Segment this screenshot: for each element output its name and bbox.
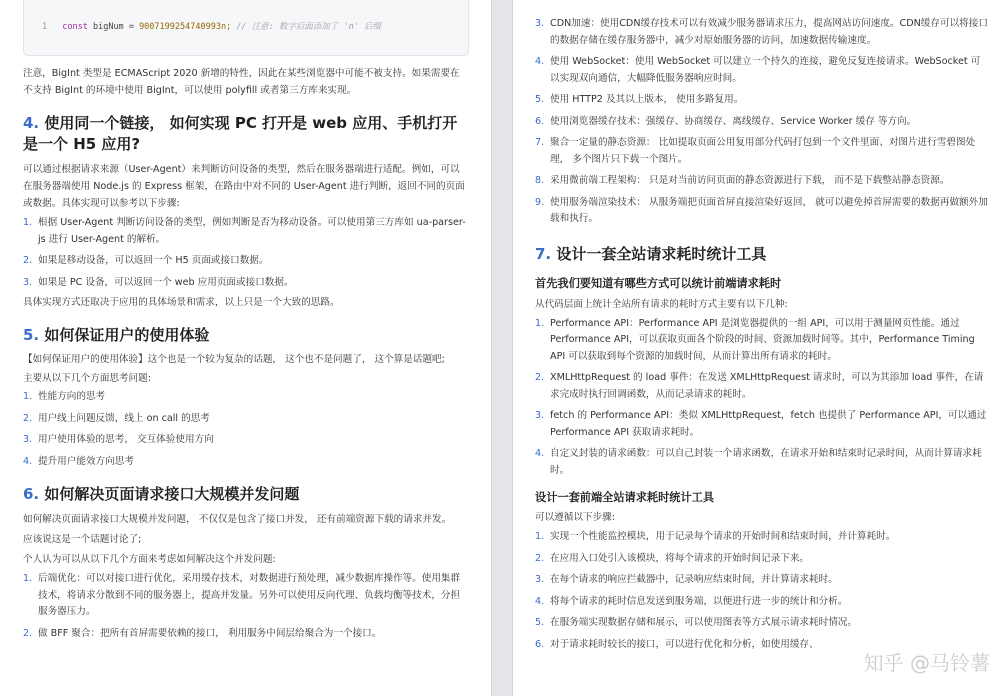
right-page: [513, 0, 1004, 696]
section-7-title: 设计一套全站请求耗时统计工具: [556, 244, 767, 263]
list-item: 3. 用户使用体验的思考， 交互体验使用方向: [23, 434, 214, 445]
code-block: [23, 0, 469, 56]
section-4-outro: 具体实现方式还取决于应用的具体场景和需求，以上只是一个大致的思路。: [23, 297, 340, 308]
list-item: 2. 在应用入口处引入该模块，将每个请求的开始时间记录下来。: [535, 552, 810, 564]
section-4-title: 使用同一个链接， 如何实现 PC 打开是 web 应用、手机打开是一个 H5 应用?: [23, 114, 458, 153]
watermark: [864, 647, 990, 676]
section-5-list: [23, 389, 469, 470]
list-item: 4. 自定义封装的请求函数：可以自己封装一个请求函数，在请求开始和结束时记录时间，从而计算请求耗时。: [535, 448, 982, 476]
list-item: 2. 用户线上问题反馈，线上 on call 的思考: [23, 412, 210, 424]
list-item: 5. 在服务端实现数据存储和展示，可以使用图表等方式展示请求耗时情况。: [535, 617, 857, 628]
list-item: 3. 在每个请求的响应拦截器中，记录响应结束时间，并计算请求耗时。: [535, 574, 838, 585]
list-item: 2. 如果是移动设备，可以返回一个 H5 页面或接口数据。: [23, 255, 269, 266]
section-4-number: 4.: [23, 114, 40, 132]
section-7-subheading-2: 设计一套前端全站请求耗时统计工具: [535, 491, 715, 504]
section-5-title: 如何保证用户的使用体验: [44, 326, 210, 344]
list-item: 7. 聚合一定量的静态资源： 比如提取页面公用复用部分代码打包到一个文件里面、对图片进行雪碧图处理， 多个图片只下载一个图片。: [535, 137, 976, 165]
list-item: 1. 后端优化：可以对接口进行优化，采用缓存技术，对数据进行预处理，减少数据库操作等。使用集群技术，将请求分散到不同的服务器上，提高并发量。另外可以使用反向代理、负载均衡等技术，分担服务器压力。: [23, 573, 461, 617]
section-4-heading: [23, 113, 469, 155]
section-5-number: 5.: [23, 326, 40, 344]
list-item: 1. 根据 User-Agent 判断访问设备的类型，例如判断是否为移动设备。可以使用第三方库如 ua-parser-js 进行 User-Agent 的解析。: [23, 217, 466, 245]
list-item: 4. 使用 WebSocket：使用 WebSocket 可以建立一个持久的连接，避免反复连接请求。WebSocket 可以实现双向通信，大幅降低服务器响应时间。: [535, 56, 981, 84]
list-item: 1. 性能方向的思考: [23, 391, 106, 402]
list-item: 2. 做 BFF 聚合：把所有首屏需要依赖的接口， 利用服务中间层给聚合为一个接口。: [23, 627, 382, 639]
page-gutter: [491, 0, 513, 696]
section-6-title: 如何解决页面请求接口大规模并发问题: [44, 485, 300, 503]
list-item: 5. 使用 HTTP2 及其以上版本， 使用多路复用。: [535, 94, 744, 105]
timing-methods-list: [535, 316, 988, 480]
code-line-number: 1: [42, 22, 48, 32]
code-value: 9007199254740993n;: [139, 22, 232, 32]
list-item: 3. 如果是 PC 设备，可以返回一个 web 应用页面或接口数据。: [23, 276, 294, 288]
section-7-subheading-1: 首先我们要知道有哪些方式可以统计前端请求耗时: [535, 276, 782, 290]
list-item: 8. 采用微前端工程架构： 只是对当前访问页面的静态资源进行下载， 而不是下载整站静态资源。: [535, 175, 950, 186]
section-6-p1: 如何解决页面请求接口大规模并发问题， 不仅仅是包含了接口并发， 还有前端资源下载的请求并发。: [23, 514, 452, 525]
section-7-number: 7.: [535, 244, 552, 263]
section-5-lead: 主要从以下几个方面思考问题:: [23, 373, 151, 384]
watermark-text: 知乎 @马铃薯: [863, 651, 990, 675]
list-item: 6. 使用浏览器缓存技术：强缓存、协商缓存、离线缓存、Service Worker 缓存 等方向。: [535, 115, 917, 127]
section-6-p2: 应该说这是一个话题讨论了;: [23, 534, 142, 545]
section-5-heading: [23, 325, 469, 346]
section-7-lead: 可以遵循以下步骤:: [535, 512, 615, 523]
section-6-heading: [23, 484, 469, 505]
list-item: 3. fetch 的 Performance API：类似 XMLHttpRequest，fetch 也提供了 Performance API，可以通过 Performance API 获取请求耗时。: [535, 410, 987, 438]
section-5-intro: 【如何保证用户的使用体验】这个也是一个较为复杂的话题， 这个也不是问题了， 这个算是话题吧;: [23, 354, 445, 365]
tool-steps-list: [535, 529, 988, 653]
section-4-intro: 可以通过根据请求来源（User-Agent）来判断访问设备的类型，然后在服务器端进行适配。例如，可以在服务器端使用 Node.js 的 Express 框架，在路由中对不同的 User-Agent 进行判断，返回不同的页面或数据。具体实现可以参考以下步骤:: [23, 164, 465, 209]
section-4-list: [23, 215, 469, 291]
list-item: 4. 提升用户能效方向思考: [23, 455, 134, 467]
section-7-intro: 从代码层面上统计全站所有请求的耗时方式主要有以下几种:: [535, 298, 788, 310]
list-item: 3. CDN加速：使用CDN缓存技术可以有效减少服务器请求压力，提高网站访问速度。CDN缓存可以将接口的数据存储在缓存服务器中，减少对原始服务器的访问，加速数据传输速度。: [535, 18, 988, 46]
section-6-p3: 个人认为可以从以下几个方面来考虑如何解决这个并发问题:: [23, 554, 276, 565]
section-6-number: 6.: [23, 485, 40, 503]
code-eq: =: [128, 22, 134, 32]
list-item: 4. 将每个请求的耗时信息发送到服务端，以便进行进一步的统计和分析。: [535, 595, 848, 607]
left-page: [0, 0, 491, 696]
list-item: 6. 对于请求耗时较长的接口，可以进行优化和分析，如使用缓存、: [535, 638, 819, 650]
code-keyword: const: [62, 22, 88, 32]
code-comment: // 注意: 数字后面添加了 'n' 后缀: [236, 22, 381, 32]
list-item: 9. 使用服务端渲染技术： 从服务端把页面首屏直接渲染好返回， 就可以避免掉首屏需要的数据再做额外加载和执行。: [535, 196, 988, 224]
concurrency-list-cont: [535, 16, 988, 228]
code-var: bigNum: [92, 22, 124, 32]
list-item: 1. 实现一个性能监控模块，用于记录每个请求的开始时间和结束时间，并计算耗时。: [535, 531, 896, 542]
section-7-heading: [535, 244, 988, 265]
bigint-note: 注意，BigInt 类型是 ECMAScript 2020 新增的特性，因此在某些浏览器中可能不被支持。如果需要在不支持 BigInt 的环境中使用 BigInt，可以使用 polyfill 或者第三方库来实现。: [23, 68, 460, 96]
list-item: 2. XMLHttpRequest 的 load 事件：在发送 XMLHttpRequest 请求时，可以为其添加 load 事件，在请求完成时执行回调函数，从而记录请求的耗时。: [535, 372, 984, 400]
list-item: 1. Performance API：Performance API 是浏览器提供的一组 API，可以用于测量网页性能。通过 Performance API，可以获取页面各个阶段的时间、资源加载时间等。其中，Performance Timing API 可以获取到每个资源的加载时间，从而计算出所有请求的耗时。: [535, 317, 975, 362]
section-6-list: [23, 571, 469, 642]
